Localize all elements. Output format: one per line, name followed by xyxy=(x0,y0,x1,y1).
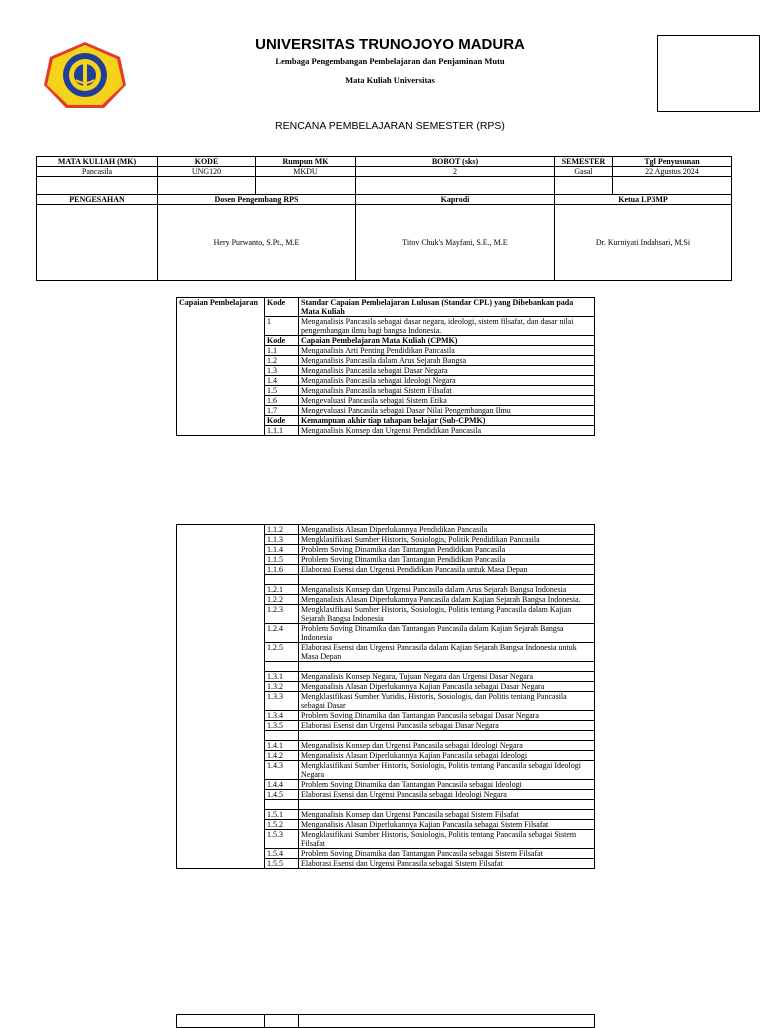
code-cell: 1.2.2 xyxy=(265,595,299,605)
course-name: Pancasila xyxy=(37,167,158,177)
description-cell: Menganalisis Alasan Diperlukannya Kajian Pancasila sebagai Ideologi xyxy=(299,751,595,761)
code-header: Kode xyxy=(265,298,299,317)
code-cell xyxy=(265,800,299,810)
description-cell: Menganalisis Alasan Diperlukannya Kajian Pancasila sebagai Dasar Negara xyxy=(299,682,595,692)
subcpmk-row xyxy=(177,525,595,535)
course-value-row xyxy=(37,167,732,177)
code-cell: 1.5.4 xyxy=(265,849,299,859)
description-cell xyxy=(299,731,595,741)
code-cell: 1.3.5 xyxy=(265,721,299,731)
description-cell: Problem Soving Dinamika dan Tantangan Pancasila sebagai Ideologi xyxy=(299,780,595,790)
code-cell: 1.1.6 xyxy=(265,565,299,575)
course-info-table xyxy=(36,156,732,281)
code-cell xyxy=(265,662,299,672)
code-cell: 1.5.2 xyxy=(265,820,299,830)
code-cell: 1.4.4 xyxy=(265,780,299,790)
description-cell: Menganalisis Konsep dan Urgensi Pancasila dalam Arus Sejarah Bangsa Indonesia xyxy=(299,585,595,595)
description-cell xyxy=(299,800,595,810)
code-cell: 1.4.1 xyxy=(265,741,299,751)
code-cell: 1.1.5 xyxy=(265,555,299,565)
description-cell: Menganalisis Arti Penting Pendidikan Pancasila xyxy=(299,346,595,356)
description-cell xyxy=(299,575,595,585)
description-cell: Mengklasifikasi Sumber Historis, Sosiologis, Politis tentang Pancasila sebagai Ideologi Negara xyxy=(299,761,595,780)
description-cell: Menganalisis Pancasila sebagai Sistem Filsafat xyxy=(299,386,595,396)
header-cell: SEMESTER xyxy=(555,157,613,167)
description-cell: Elaborasi Esensi dan Urgensi Pancasila sebagai Ideologi Negara xyxy=(299,790,595,800)
capaian-label: Capaian Pembelajaran xyxy=(177,298,265,436)
code-cell: 1.7 xyxy=(265,406,299,416)
code-cell: 1.2.3 xyxy=(265,605,299,624)
learning-outcomes-table-cont xyxy=(176,524,595,869)
code-cell: 1.1 xyxy=(265,346,299,356)
code-cell: 1.4.2 xyxy=(265,751,299,761)
code-cell xyxy=(265,731,299,741)
course-semester: Gasal xyxy=(555,167,613,177)
approval-header: Kaprodi xyxy=(356,195,555,205)
empty-box xyxy=(657,35,760,112)
code-cell: 1.1.4 xyxy=(265,545,299,555)
cpl-header: Standar Capaian Pembelajaran Lulusan (Standar CPL) yang Dibebankan pada Mata Kuliah xyxy=(299,298,595,317)
lp3mp-head-name: Dr. Kurniyati Indahsari, M.Si xyxy=(555,205,732,281)
code-cell: 1.3.1 xyxy=(265,672,299,682)
code-cell: 1.3.2 xyxy=(265,682,299,692)
description-cell: Capaian Pembelajaran Mata Kuliah (CPMK) xyxy=(299,336,595,346)
code-cell: 1.4.3 xyxy=(265,761,299,780)
code-cell: 1.1.1 xyxy=(265,426,299,436)
code-cell: 1.3.4 xyxy=(265,711,299,721)
code-cell: 1.2.4 xyxy=(265,624,299,643)
document-title: RENCANA PEMBELAJARAN SEMESTER (RPS) xyxy=(275,120,505,132)
developer-name: Hery Purwanto, S.Pt., M.E xyxy=(158,205,356,281)
description-cell: Menganalisis Pancasila sebagai Ideologi Negara xyxy=(299,376,595,386)
code-cell: Kode xyxy=(265,336,299,346)
code-cell: 1.3 xyxy=(265,366,299,376)
description-cell: Mengklasifikasi Sumber Historis, Sosiologis, Politis tentang Pancasila sebagai Sistem Filsafat xyxy=(299,830,595,849)
header-cell: BOBOT (sks) xyxy=(356,157,555,167)
header-cell: KODE xyxy=(158,157,256,167)
course-cluster: MKDU xyxy=(256,167,356,177)
learning-outcomes-table-next xyxy=(176,1014,595,1028)
description-cell: Menganalisis Konsep dan Urgensi Pendidikan Pancasila xyxy=(299,426,595,436)
description-cell: Menganalisis Konsep dan Urgensi Pancasila sebagai Sistem Filsafat xyxy=(299,810,595,820)
description-cell: Elaborasi Esensi dan Urgensi Pendidikan Pancasila untuk Masa Depan xyxy=(299,565,595,575)
code-cell: 1.5.3 xyxy=(265,830,299,849)
description-cell: Mengevaluasi Pancasila sebagai Dasar Nilai Pengembangan Ilmu xyxy=(299,406,595,416)
description-cell: Elaborasi Esensi dan Urgensi Pancasila sebagai Dasar Negara xyxy=(299,721,595,731)
learning-outcomes-table xyxy=(176,297,595,436)
cpl-header-row xyxy=(177,298,595,317)
code-cell: 1 xyxy=(265,317,299,336)
code-cell: 1.2.5 xyxy=(265,643,299,662)
label-blank xyxy=(177,525,265,869)
code-cell: 1.4 xyxy=(265,376,299,386)
course-code: UNG120 xyxy=(158,167,256,177)
description-cell: Problem Soving Dinamika dan Tantangan Pancasila sebagai Sistem Filsafat xyxy=(299,849,595,859)
description-cell: Problem Soving Dinamika dan Tantangan Pendidikan Pancasila xyxy=(299,545,595,555)
course-credits: 2 xyxy=(356,167,555,177)
description-cell: Menganalisis Alasan Diperlukannya Kajian Pancasila sebagai Sistem Filsafat xyxy=(299,820,595,830)
kaprodi-name: Titov Chuk's Mayfani, S.E., M.E xyxy=(356,205,555,281)
code-cell: 1.1.2 xyxy=(265,525,299,535)
university-logo xyxy=(42,40,128,112)
description-cell: Problem Soving Dinamika dan Tantangan Pancasila dalam Kajian Sejarah Bangsa Indonesia xyxy=(299,624,595,643)
code-cell: 1.1.3 xyxy=(265,535,299,545)
description-cell: Menganalisis Alasan Diperlukannya Pendidikan Pancasila xyxy=(299,525,595,535)
spacer-row xyxy=(37,177,732,195)
header-cell: Tgl Penyusunan xyxy=(613,157,732,167)
code-cell: 1.5.1 xyxy=(265,810,299,820)
code-cell: 1.5 xyxy=(265,386,299,396)
approval-header: Ketua LP3MP xyxy=(555,195,732,205)
description-cell: Mengevaluasi Pancasila sebagai Sistem Etika xyxy=(299,396,595,406)
description-cell: Problem Soving Dinamika dan Tantangan Pendidikan Pancasila xyxy=(299,555,595,565)
code-cell xyxy=(265,575,299,585)
description-cell: Elaborasi Esensi dan Urgensi Pancasila dalam Kajian Sejarah Bangsa Indonesia untuk Masa Depan xyxy=(299,643,595,662)
approval-header-row xyxy=(37,195,732,205)
institute-name: Lembaga Pengembangan Pembelajaran dan Penjaminan Mutu xyxy=(275,56,505,66)
description-cell: Menganalisis Pancasila dalam Arus Sejarah Bangsa xyxy=(299,356,595,366)
description-cell: Menganalisis Konsep dan Urgensi Pancasila sebagai Ideologi Negara xyxy=(299,741,595,751)
description-cell: Menganalisis Pancasila sebagai dasar negara, ideologi, sistem filsafat, dan dasar nilai pengembangan ilmu bagi bangsa Indonesia. xyxy=(299,317,595,336)
description-cell xyxy=(299,662,595,672)
header-cell: Rumpun MK xyxy=(256,157,356,167)
university-name: UNIVERSITAS TRUNOJOYO MADURA xyxy=(255,36,525,53)
description-cell: Menganalisis Alasan Diperlukannya Pancasila dalam Kajian Sejarah Bangsa Indonesia. xyxy=(299,595,595,605)
code-cell: 1.4.5 xyxy=(265,790,299,800)
code-cell: Kode xyxy=(265,416,299,426)
code-cell: 1.6 xyxy=(265,396,299,406)
code-cell: 1.3.3 xyxy=(265,692,299,711)
description-cell: Menganalisis Pancasila sebagai Dasar Negara xyxy=(299,366,595,376)
description-cell: Mengklasifikasi Sumber Yuridis, Historis, Sosiologis, dan Politis tentang Pancasila sebagai Dasar xyxy=(299,692,595,711)
code-cell: 1.2 xyxy=(265,356,299,366)
code-cell: 1.2.1 xyxy=(265,585,299,595)
approval-blank xyxy=(37,205,158,281)
approval-header: PENGESAHAN xyxy=(37,195,158,205)
approval-header: Dosen Pengembang RPS xyxy=(158,195,356,205)
code-cell: 1.5.5 xyxy=(265,859,299,869)
course-group: Mata Kuliah Universitas xyxy=(345,75,435,85)
approval-signature-row xyxy=(37,205,732,281)
course-header-row xyxy=(37,157,732,167)
description-cell: Menganalisis Konsep Negara, Tujuan Negara dan Urgensi Dasar Negara xyxy=(299,672,595,682)
description-cell: Elaborasi Esensi dan Urgensi Pancasila sebagai Sistem Filsafat xyxy=(299,859,595,869)
description-cell: Mengklasifikasi Sumber Historis, Sosiologis, Politis tentang Pancasila dalam Kajian Sejarah Bangsa Indonesia xyxy=(299,605,595,624)
description-cell: Mengklasifikasi Sumber Historis, Sosiologis, Politik Pendidikan Pancasila xyxy=(299,535,595,545)
header-cell: MATA KULIAH (MK) xyxy=(37,157,158,167)
description-cell: Problem Soving Dinamika dan Tantangan Pancasila sebagai Dasar Negara xyxy=(299,711,595,721)
course-date: 22 Agustus 2024 xyxy=(613,167,732,177)
description-cell: Kemampuan akhir tiap tahapan belajar (Sub-CPMK) xyxy=(299,416,595,426)
